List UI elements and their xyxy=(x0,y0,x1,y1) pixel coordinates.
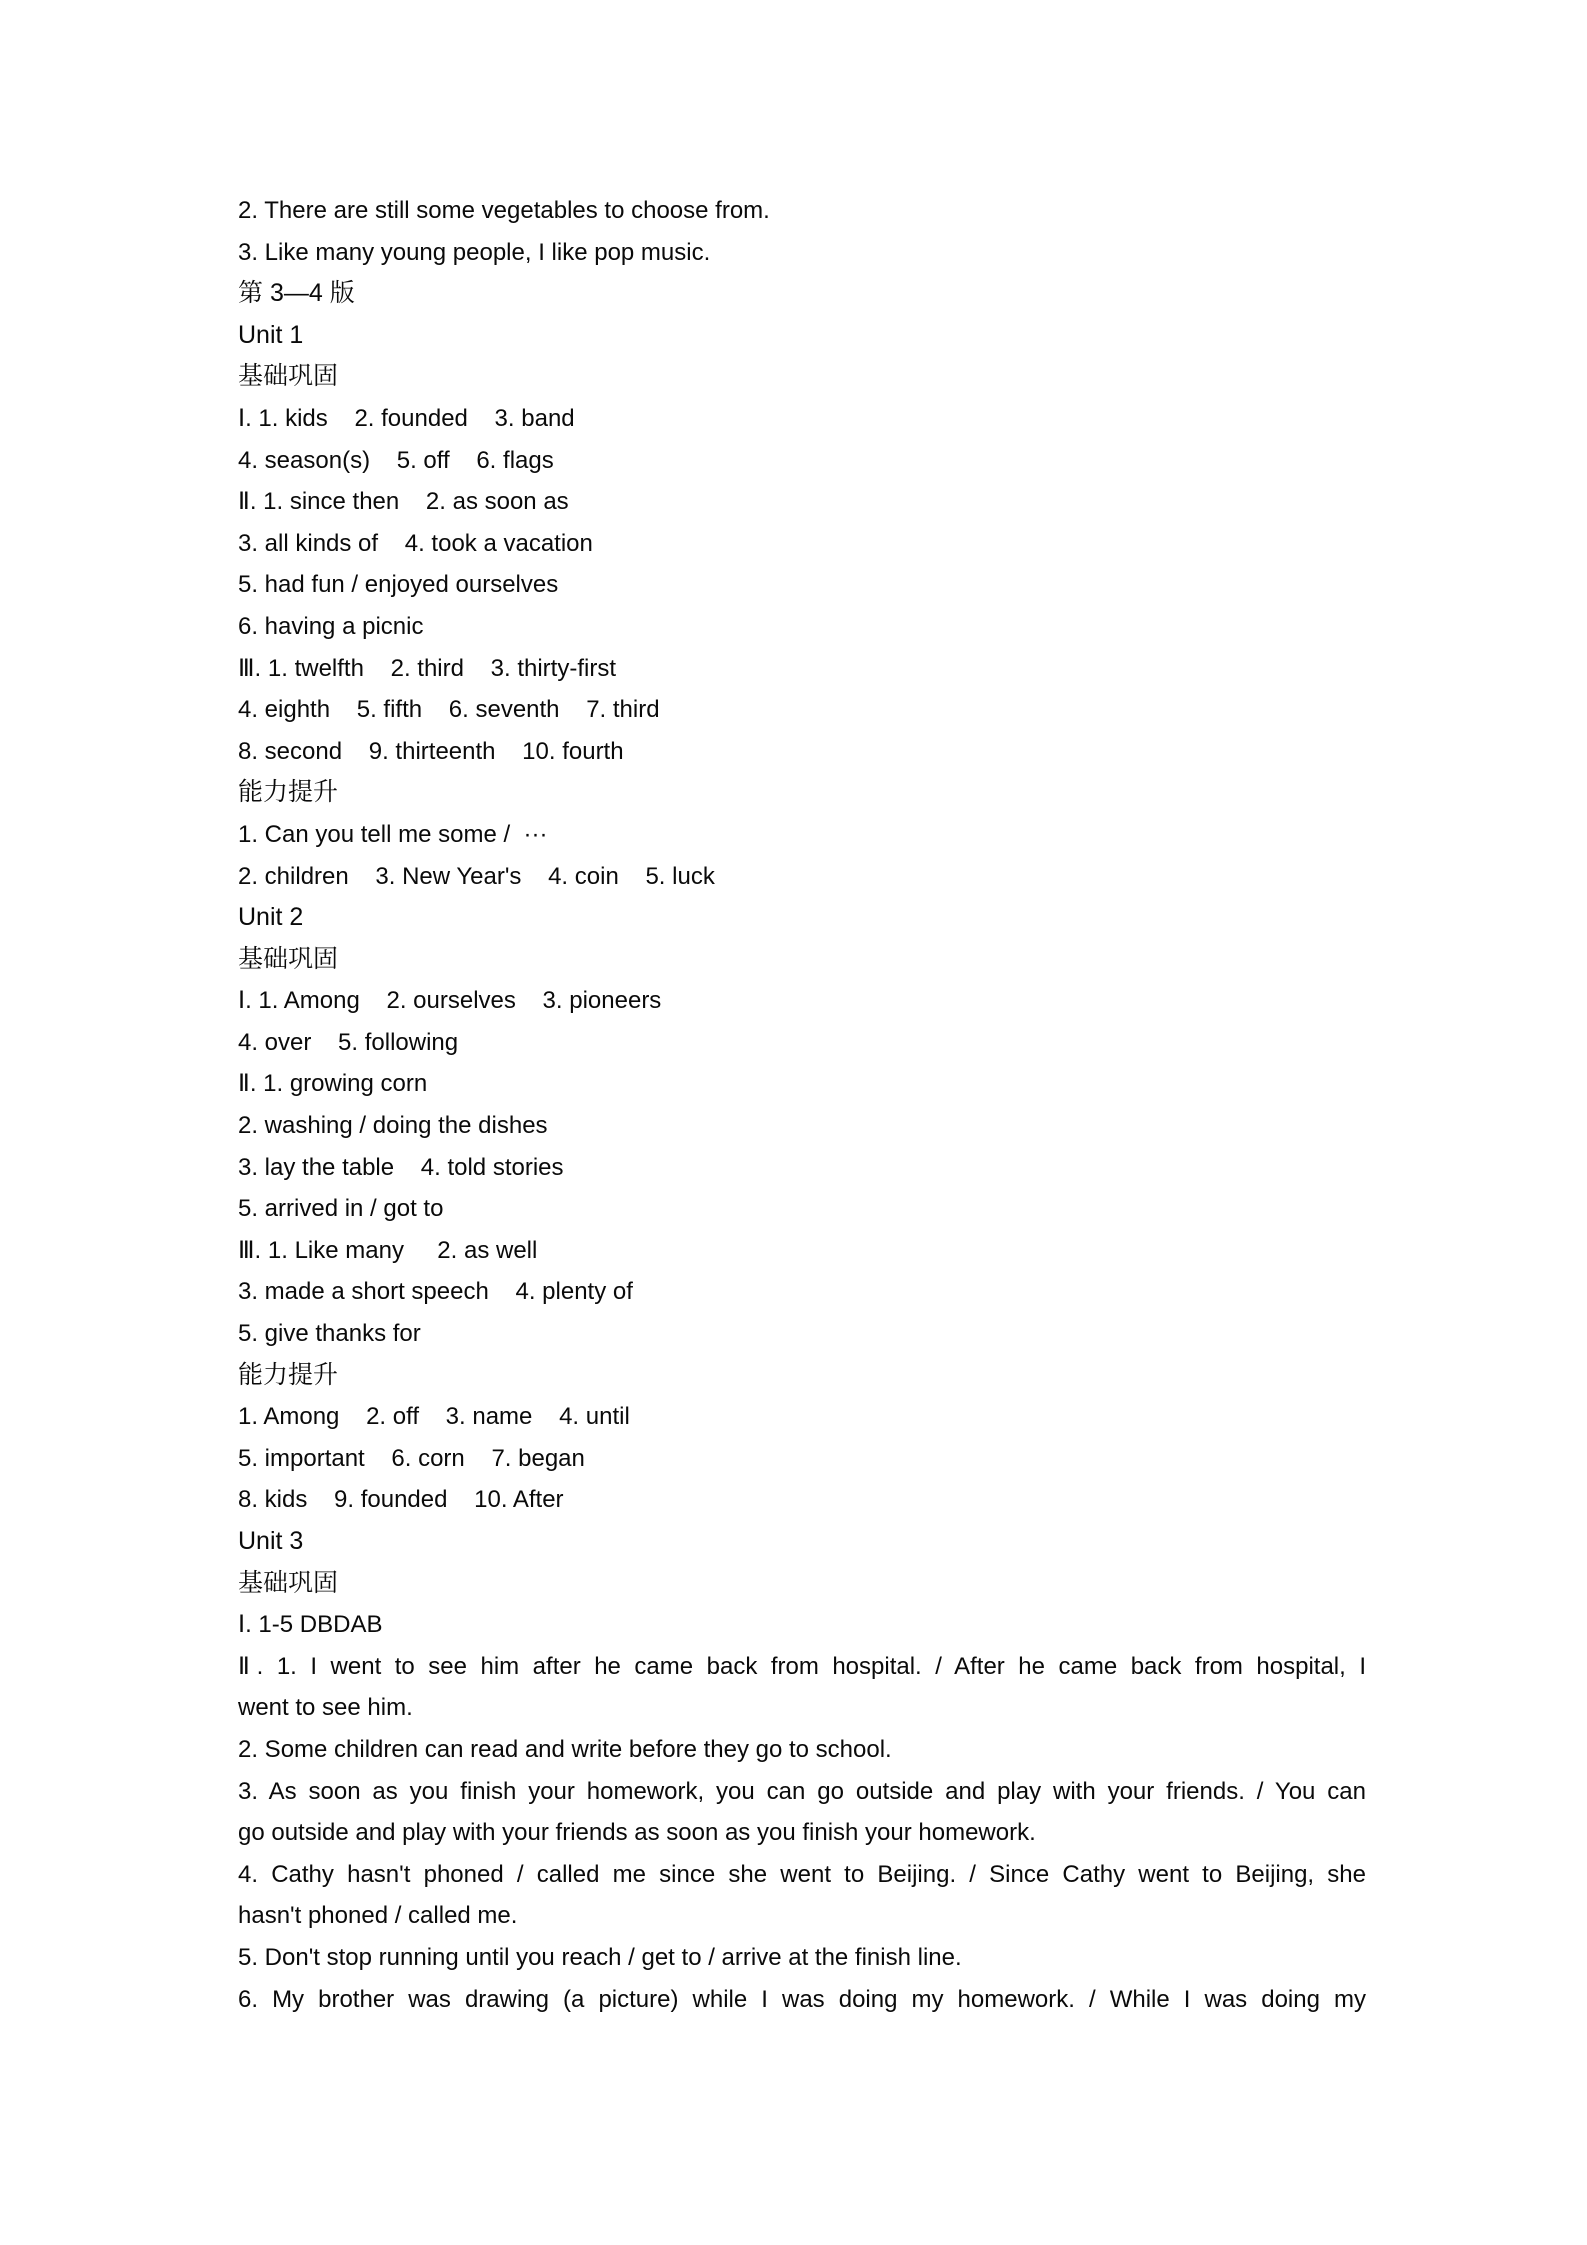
section-heading: 基础巩固 xyxy=(238,944,339,973)
answer-line: 3. As soon as you finish your homework, you can go outside and play with your friends. / You can xyxy=(238,1777,1366,1805)
answer-line: 3. lay the table 4. told stories xyxy=(238,1153,564,1181)
answer-line: Ⅰ. 1. Among 2. ourselves 3. pioneers xyxy=(238,987,662,1015)
answer-line: 1. Can you tell me some / ··· xyxy=(238,820,548,848)
answer-line: Ⅱ. 1. since then 2. as soon as xyxy=(238,488,569,516)
answer-line: 5. important 6. corn 7. began xyxy=(238,1444,585,1472)
answer-line: go outside and play with your friends as soon as you finish your homework. xyxy=(238,1819,1036,1847)
answer-line: 2. children 3. New Year's 4. coin 5. luck xyxy=(238,862,715,890)
page-label: 第 3—4 版 xyxy=(238,279,355,308)
answer-line: Ⅲ. 1. Like many 2. as well xyxy=(238,1236,538,1264)
answer-line: hasn't phoned / called me. xyxy=(238,1902,518,1930)
section-heading: 能力提升 xyxy=(238,1360,339,1389)
answer-line: 8. second 9. thirteenth 10. fourth xyxy=(238,737,624,765)
answer-line: 5. give thanks for xyxy=(238,1320,421,1348)
answer-line: 3. all kinds of 4. took a vacation xyxy=(238,529,593,557)
answer-line: 5. arrived in / got to xyxy=(238,1195,444,1223)
section-heading: 能力提升 xyxy=(238,778,339,807)
answer-line: 4. over 5. following xyxy=(238,1028,459,1056)
answer-line: 1. Among 2. off 3. name 4. until xyxy=(238,1403,630,1431)
answer-line: 6. My brother was drawing (a picture) while I was doing my homework. / While I was doing my xyxy=(238,1985,1366,2013)
answer-line: went to see him. xyxy=(238,1694,413,1722)
answer-line: 5. Don't stop running until you reach / get to / arrive at the finish line. xyxy=(238,1943,962,1971)
answer-line: 2. Some children can read and write before they go to school. xyxy=(238,1735,892,1763)
answer-line: 4. Cathy hasn't phoned / called me since she went to Beijing. / Since Cathy went to Beijing, she xyxy=(238,1860,1366,1888)
answer-line: 5. had fun / enjoyed ourselves xyxy=(238,571,559,599)
answer-line: 6. having a picnic xyxy=(238,612,424,640)
answer-line: Ⅱ. 1. I went to see him after he came back from hospital. / After he came back from hospital, I xyxy=(238,1652,1366,1680)
section-heading: 基础巩固 xyxy=(238,1568,339,1597)
answer-line: 3. Like many young people, I like pop music. xyxy=(238,238,711,266)
answer-line: Ⅰ. 1. kids 2. founded 3. band xyxy=(238,404,575,432)
unit-heading: Unit 2 xyxy=(238,903,304,932)
unit-heading: Unit 3 xyxy=(238,1527,304,1555)
answer-line: 2. washing / doing the dishes xyxy=(238,1112,548,1140)
answer-line: 8. kids 9. founded 10. After xyxy=(238,1486,564,1514)
section-heading: 基础巩固 xyxy=(238,362,339,391)
answer-line: 4. season(s) 5. off 6. flags xyxy=(238,446,554,474)
answer-line: 2. There are still some vegetables to choose from. xyxy=(238,197,770,224)
answer-line: 4. eighth 5. fifth 6. seventh 7. third xyxy=(238,696,660,724)
answer-line: 3. made a short speech 4. plenty of xyxy=(238,1278,633,1306)
document-content xyxy=(238,190,1366,2020)
answer-line: Ⅲ. 1. twelfth 2. third 3. thirty-first xyxy=(238,654,616,682)
answer-line: Ⅱ. 1. growing corn xyxy=(238,1070,428,1098)
unit-heading: Unit 1 xyxy=(238,320,304,349)
answer-line: Ⅰ. 1-5 DBDAB xyxy=(238,1611,383,1639)
